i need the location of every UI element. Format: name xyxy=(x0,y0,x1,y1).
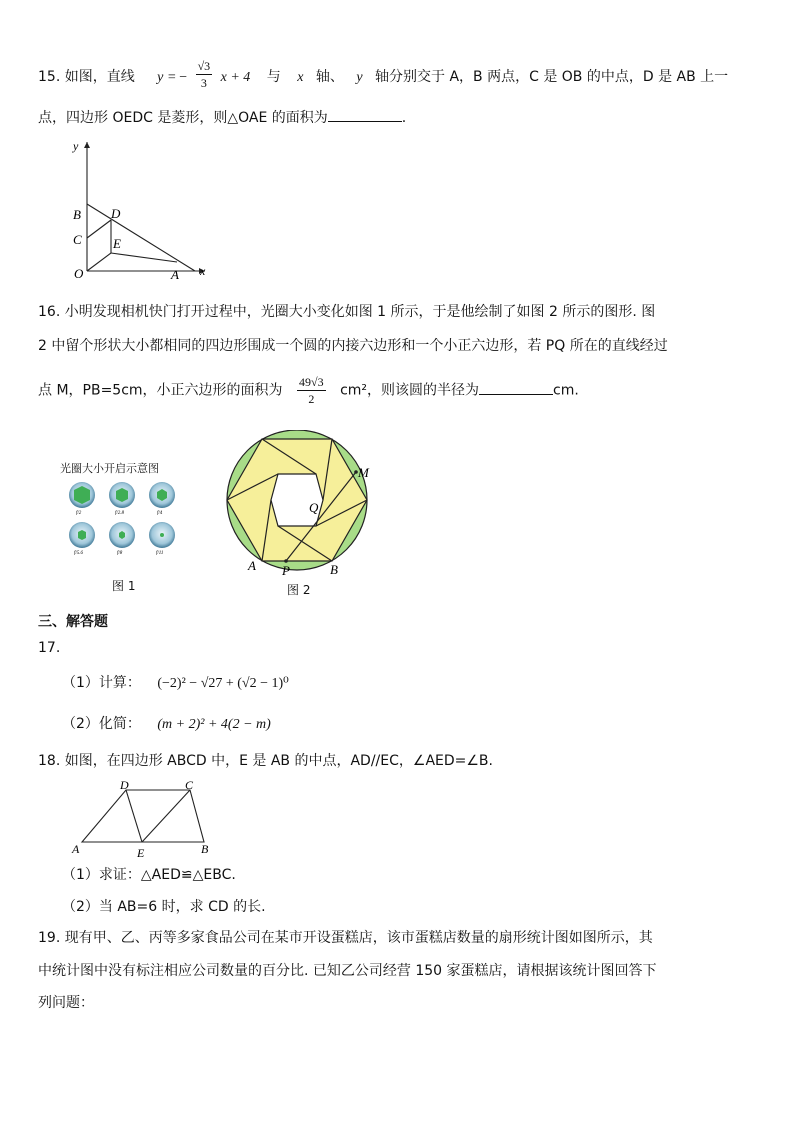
label-o: O xyxy=(74,266,84,281)
aperture-2 xyxy=(109,482,135,508)
q15-line2 xyxy=(38,107,406,128)
label-b: B xyxy=(73,207,81,222)
q16-fraction xyxy=(297,374,326,407)
fig1-label-6: f/11 xyxy=(156,551,164,555)
q16-frac-den: 2 xyxy=(308,392,315,406)
q15-mid3: 轴分别交于 A，B 两点，C 是 OB 的中点，D 是 AB 上一 xyxy=(375,69,729,85)
fig2-caption: 图 2 xyxy=(287,583,311,597)
q16-unit-text: cm²，则该圆的半径为 xyxy=(340,382,480,399)
aperture-3 xyxy=(149,482,175,508)
q15-x-var: x xyxy=(297,70,304,85)
label-a: A xyxy=(248,558,256,573)
q15-fraction xyxy=(196,58,213,91)
q18-figure xyxy=(68,780,218,860)
q15-line2-text: 点，四边形 OEDC 是菱形，则△OAE 的面积为 xyxy=(38,110,328,126)
seg-de xyxy=(126,790,142,842)
q16-frac-num: 49√3 xyxy=(299,375,324,389)
q17-part1 xyxy=(62,673,289,694)
q16-line2: 2 中留个形状大小都相同的四边形围成一个圆的内接六边形和一个小正六边形，若 PQ 所在的直线经过 xyxy=(38,338,668,354)
seg-cd xyxy=(87,220,111,238)
label-a: A xyxy=(171,267,179,282)
fig1-caption: 图 1 xyxy=(112,579,136,593)
section-heading: 三、解答题 xyxy=(38,614,108,630)
q15-frac-den: 3 xyxy=(200,76,207,90)
q15-mid1: 与 xyxy=(266,69,281,85)
label-a: A xyxy=(72,842,80,856)
q18-text: 18. 如图，在四边形 ABCD 中，E 是 AB 的中点，AD//EC，∠AED=∠B. xyxy=(38,753,493,769)
aperture-6 xyxy=(149,522,175,548)
fig1-label-1: f/2 xyxy=(76,511,82,516)
q15-eq-tail: x + 4 xyxy=(220,70,251,85)
q15-frac-num: √3 xyxy=(197,59,211,73)
quad-abcd xyxy=(82,790,204,842)
q16-line3-text: 点 M，PB=5cm，小正六边形的面积为 xyxy=(38,382,283,399)
fig1-label-3: f/4 xyxy=(157,511,163,516)
q16-line3-end: cm. xyxy=(553,382,579,399)
y-axis-arrow xyxy=(84,142,90,148)
seg-ea xyxy=(111,253,177,262)
q19-line2: 中统计图中没有标注相应公司数量的百分比. 已知乙公司经营 150 家蛋糕店，请根据该统计图回答下 xyxy=(38,963,657,979)
q19-line1: 19. 现有甲、乙、丙等多家食品公司在某市开设蛋糕店，该市蛋糕店数量的扇形统计图如图所示，其 xyxy=(38,930,653,946)
label-c: C xyxy=(73,232,82,247)
q16-figure2 xyxy=(226,430,376,580)
label-c: C xyxy=(185,780,194,792)
fig1-label-2: f/2.8 xyxy=(115,511,125,516)
q15-y-var: y xyxy=(356,70,363,85)
q17-part1-expr: (−2)² − √27 + (√2 − 1)⁰ xyxy=(157,676,289,691)
q15-mid2: 轴、 xyxy=(315,69,344,85)
q17-part2-expr: (m + 2)² + 4(2 − m) xyxy=(157,717,271,732)
q15-eq-y: y xyxy=(157,70,164,85)
fig1-label-4: f/5.6 xyxy=(74,551,84,555)
fig1-title: 光圈大小开启示意图 xyxy=(60,462,159,475)
fig1-label-5: f/8 xyxy=(117,551,123,555)
q17-number: 17. xyxy=(38,640,61,656)
q17-part2-label: （2）化简： xyxy=(62,716,141,732)
q16-figure1 xyxy=(60,462,200,476)
label-e: E xyxy=(113,236,121,251)
label-d: D xyxy=(120,780,129,792)
seg-hidden xyxy=(87,264,177,271)
q15-answer-blank xyxy=(328,107,402,122)
q15-line1 xyxy=(38,58,728,91)
q16-answer-blank xyxy=(479,380,553,395)
label-p: P xyxy=(282,563,290,578)
aperture-5 xyxy=(109,522,135,548)
q16-line3 xyxy=(38,374,579,407)
label-y: y xyxy=(73,139,79,153)
label-d: D xyxy=(111,206,121,221)
label-x: x xyxy=(200,264,206,278)
q15-figure xyxy=(55,138,215,283)
q15-eq-sign: = − xyxy=(167,70,188,85)
q19-line3: 列问题： xyxy=(38,995,94,1011)
q18-part1: （1）求证：△AED≌△EBC. xyxy=(62,867,236,883)
seg-oe xyxy=(87,253,111,271)
label-e: E xyxy=(137,846,145,860)
q15-prefix: 15. 如图，直线 xyxy=(38,69,135,85)
label-m: M xyxy=(358,465,369,480)
q17-part1-label: （1）计算： xyxy=(62,675,141,691)
line-ab xyxy=(87,204,195,271)
seg-ec xyxy=(142,790,190,842)
q16-line1: 16. 小明发现相机快门打开过程中，光圈大小变化如图 1 所示，于是他绘制了如图 2 所示的图形. 图 xyxy=(38,304,656,320)
label-q: Q xyxy=(309,500,319,515)
label-b: B xyxy=(201,842,209,856)
fig1-apertures xyxy=(62,480,187,555)
q15-line2-end: . xyxy=(401,110,407,126)
aperture-1 xyxy=(69,482,95,508)
q18-part2: （2）当 AB=6 时，求 CD 的长. xyxy=(62,899,266,915)
aperture-4 xyxy=(69,522,95,548)
q17-part2 xyxy=(62,714,271,735)
label-b: B xyxy=(330,562,338,577)
